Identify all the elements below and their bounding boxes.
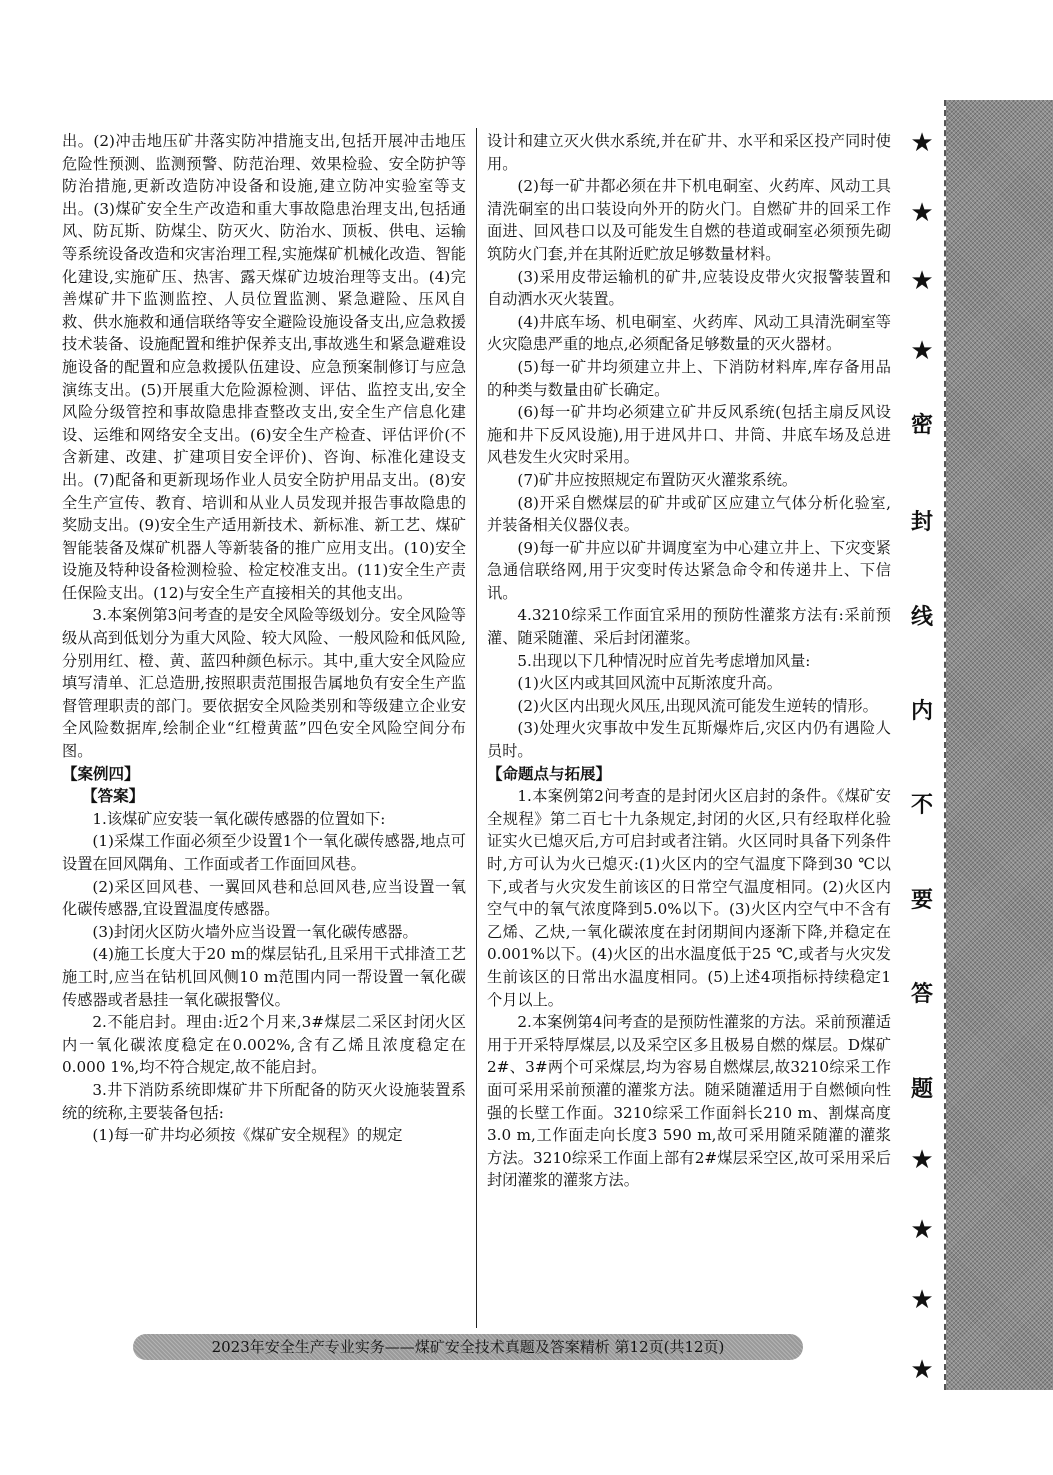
paragraph: (2)每一矿井都必须在井下机电硐室、火药库、风动工具清洗硐室的出口装设向外开的防火门。自燃矿井的回采工作面进、回风巷口以及可能发生自燃的巷道或硐室必须预先砌筑防火门套,并在其附近贮放足够数量材料。 [487, 177, 891, 263]
star-icon: ★ [910, 1285, 934, 1315]
star-icon: ★ [910, 1215, 934, 1245]
paragraph: 5.出现以下几种情况时应首先考虑增加风量: [517, 651, 811, 670]
page-footer: 2023年安全生产专业实务——煤矿安全技术真题及答案精析 第12页(共12页) [133, 1334, 803, 1360]
seal-char: 封 [910, 510, 933, 535]
paragraph: (1)每一矿井均必须按《煤矿安全规程》的规定 [92, 1126, 403, 1145]
paragraph: 2.本案例第4问考查的是预防性灌浆的方法。采前预灌适用于开采特厚煤层,以及采空区多且极易自燃的煤层。D煤矿2#、3#两个可采煤层,均为容易自燃煤层,故3210综采工作面可采用采前预灌的灌浆方法。随采随灌适用于自燃倾向性强的长壁工作面。3210综采工作面斜长210 m、割煤高度3.0 m,工作面走向长度3 590 m,故可采用随采随灌的灌浆方法。3210综采工作面上部有2#煤层采空区,故可采用采后封闭灌浆的灌浆方法。 [487, 1013, 891, 1190]
seal-char: 密 [910, 413, 933, 438]
paragraph: 1.本案例第2问考查的是封闭火区启封的条件。《煤矿安全规程》第二百七十九条规定,封闭的火区,只有经取样化验证实火已熄灭后,方可启封或者注销。火区同时具备下列条件时,方可认为火已熄灭:(1)火区内的空气温度下降到30 ℃以下,或者与火灾发生前该区的日常空气温度相同。(2)火区内空气中的氧气浓度降到5.0%以下。(3)火区内空气中不含有乙烯、乙炔,一氧化碳浓度在封闭期间内逐渐下降,并稳定在0.001%以下。(4)火区的出水温度低于25 ℃,或者与火灾发生前该区的日常出水温度相同。(5)上述4项指标持续稳定1个月以上。 [487, 787, 891, 1009]
star-icon: ★ [910, 198, 934, 228]
paragraph: 设计和建立灭火供水系统,并在矿井、水平和采区投产同时使用。 [487, 132, 891, 173]
paragraph: (3)处理火灾事故中发生瓦斯爆炸后,灾区内仍有遇险人员时。 [487, 719, 891, 761]
star-icon: ★ [910, 1355, 934, 1385]
paragraph: (2)采区回风巷、一翼回风巷和总回风巷,应当设置一氧化碳传感器,宜设置温度传感器。 [62, 877, 466, 919]
paragraph: (4)施工长度大于20 m的煤层钻孔,且采用干式排渣工艺施工时,应当在钻机回风侧10 m范围内同一帮设置一氧化碳传感器或者悬挂一氧化碳报警仪。 [62, 945, 466, 1009]
star-icon: ★ [910, 266, 934, 296]
seal-char: 内 [910, 699, 933, 724]
paragraph: (3)采用皮带运输机的矿井,应装设皮带火灾报警装置和自动洒水灭火装置。 [487, 267, 891, 309]
star-icon: ★ [910, 336, 934, 366]
paragraph: (6)每一矿井均必须建立矿井反风系统(包括主扇反风设施和井下反风设施),用于进风井口、井筒、井底车场及总进风巷发生火灾时采用。 [487, 403, 891, 467]
column-divider [476, 128, 477, 1328]
paragraph: (1)火区内或其回风流中瓦斯浓度升高。 [517, 674, 782, 693]
seal-char: 要 [910, 888, 933, 913]
paragraph: 3.本案例第3问考查的是安全风险等级划分。安全风险等级从高到低划分为重大风险、较大风险、一般风险和低风险,分别用红、橙、黄、蓝四种颜色标示。其中,重大安全风险应填写清单、汇总造册,按照职责范围报告属地负有安全生产监督管理职责的部门。要依据安全风险类别和等级建立企业安全风险数据库,绘制企业“红橙黄蓝”四色安全风险空间分布图。 [62, 606, 466, 761]
answer-heading: 【答案】 [82, 787, 145, 806]
paragraph: 出。(2)冲击地压矿井落实防冲措施支出,包括开展冲击地压危险性预测、监测预警、防范治理、效果检验、安全防护等防治措施,更新改造防冲设备和设施,建立防冲实验室等支出。(3)煤矿安全生产改造和重大事故隐患治理支出,包括通风、防瓦斯、防煤尘、防灭火、防治水、顶板、供电、运输等系统设备改造和灾害治理工程,实施煤矿机械化改造、智能化建设,实施矿压、热害、露天煤矿边坡治理等支出。(4)完善煤矿井下监测监控、人员位置监测、紧急避险、压风自救、供水施救和通信联络等安全避险设施设备支出,应急救援技术装备、设施配置和维护保养支出,事故逃生和紧急避难设施设备的配置和应急救援队伍建设、应急预案制修订与应急演练支出。(5)开展重大危险源检测、评估、监控支出,安全风险分级管控和事故隐患排查整改支出,安全生产信息化建设、运维和网络安全支出。(6)安全生产检查、评估评价(不含新建、改建、扩建项目安全评价)、咨询、标准化建设支出。(7)配备和更新现场作业人员安全防护用品支出。(8)安全生产宣传、教育、培训和从业人员发现并报告事故隐患的奖励支出。(9)安全生产适用新技术、新标准、新工艺、煤矿智能装备及煤矿机器人等新装备的推广应用支出。(10)安全设施及特种设备检测检验、检定校准支出。(11)安全生产责任保险支出。(12)与安全生产直接相关的其他支出。 [62, 132, 466, 602]
paragraph: (1)采煤工作面必须至少设置1个一氧化碳传感器,地点可设置在回风隅角、工作面或者工作面回风巷。 [62, 832, 466, 873]
paragraph: (8)开采自燃煤层的矿井或矿区应建立气体分析化验室,并装备相关仪器仪表。 [487, 493, 891, 535]
right-column [487, 130, 891, 1192]
extension-heading: 【命题点与拓展】 [487, 764, 612, 783]
paragraph: 3.井下消防系统即煤矿井下所配备的防灭火设施装置系统的统称,主要装备包括: [62, 1080, 466, 1122]
seal-char: 答 [910, 982, 933, 1007]
textured-margin [946, 100, 1053, 1390]
paragraph: 4.3210综采工作面宜采用的预防性灌浆方法有:采前预灌、随采随灌、采后封闭灌浆。 [487, 606, 891, 648]
paragraph: (7)矿井应按照规定布置防灭火灌浆系统。 [517, 470, 798, 489]
seal-line-strip [900, 100, 945, 1390]
star-icon: ★ [910, 1145, 934, 1175]
seal-char: 题 [910, 1077, 933, 1102]
paragraph: (4)井底车场、机电硐室、火药库、风动工具清洗硐室等火灾隐患严重的地点,必须配备足够数量的灭火器材。 [487, 312, 891, 354]
left-column [62, 130, 466, 1147]
paragraph: 2.不能启封。理由:近2个月来,3#煤层二采区封闭火区内一氧化碳浓度稳定在0.002%,含有乙烯且浓度稳定在0.000 1%,均不符合规定,故不能启封。 [62, 1013, 466, 1077]
case-heading: 【案例四】 [62, 764, 140, 783]
paragraph: (2)火区内出现火风压,出现风流可能发生逆转的情形。 [517, 696, 878, 715]
seal-char: 不 [910, 793, 933, 818]
seal-char: 线 [910, 605, 933, 630]
paragraph: (3)封闭火区防火墙外应当设置一氧化碳传感器。 [92, 922, 418, 941]
paragraph: (5)每一矿井均须建立井上、下消防材料库,库存备用品的种类与数量由矿长确定。 [487, 357, 891, 399]
star-icon: ★ [910, 128, 934, 158]
paragraph: 1.该煤矿应安装一氧化碳传感器的位置如下: [92, 809, 386, 828]
paragraph: (9)每一矿井应以矿井调度室为中心建立井上、下灾变紧急通信联络网,用于灾变时传达紧急命令和传递井上、下信讯。 [487, 538, 891, 602]
